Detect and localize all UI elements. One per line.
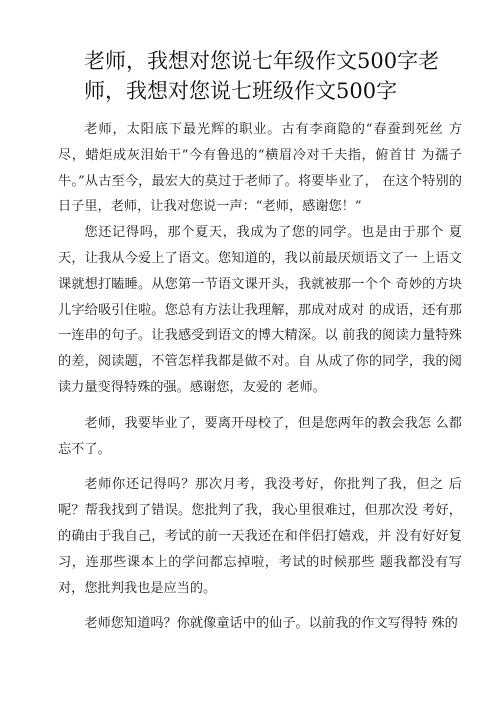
title-line-1: 老师，我想对您说七年级作文500字老 bbox=[84, 49, 440, 73]
paragraph-4: 老师你还记得吗？那次月考，我没考好，你批判了我，但之 后呢？帮我找到了错误。您批判了我，我心里很难过，但那次没 考好，的确由于我自己，考试的前一天我还在和伴侣打嬉戏，并 没有好好复习，连那些课本上的学问都忘掉啦，考试的时候那些 题我都没有写对，您批判我也是应当的。 bbox=[58, 477, 462, 596]
paragraph-3: 老师，我要毕业了，要离开母校了，但是您两年的教会我怎 么都忘不了。 bbox=[58, 415, 462, 457]
paragraph-1: 老师，太阳底下最光辉的职业。古有李商隐的“春蚕到死丝 方尽，蜡炬成灰泪始干”今有鲁迅的“横眉冷对千夫指，俯首甘 为孺子牛。”从古至今，最宏大的莫过于老师了。将要毕业了， 在这个特别的日子里，老师，让我对您说一声：“老师，感谢您！” bbox=[58, 122, 462, 215]
document-body bbox=[58, 117, 462, 637]
paragraph-5: 老师您知道吗？你就像童话中的仙子。以前我的作文写得特 殊的 bbox=[84, 616, 458, 632]
title-line-2: 师，我想对您说七班级作文500字 bbox=[84, 79, 398, 103]
paragraph-2: 您还记得吗，那个夏天，我成为了您的同学。也是由于那个 夏天，让我从今爱上了语文。您知道的，我以前最厌烦语文了一 上语文课就想打瞌睡。从您第一节语文课开头，我就被那一个个 奇妙的方块儿字给吸引住啦。您总有方法让我理解，那成对成对 的成语，还有那一连串的句子。让我感受到语文的博大精深。以 前我的阅读力量特殊的差，阅读题，不管怎样我都是做不对。自 从成了你的同学，我的阅读力量变得特殊的强。感谢您，友爱的 老师。 bbox=[58, 225, 462, 395]
document-title bbox=[84, 46, 464, 106]
